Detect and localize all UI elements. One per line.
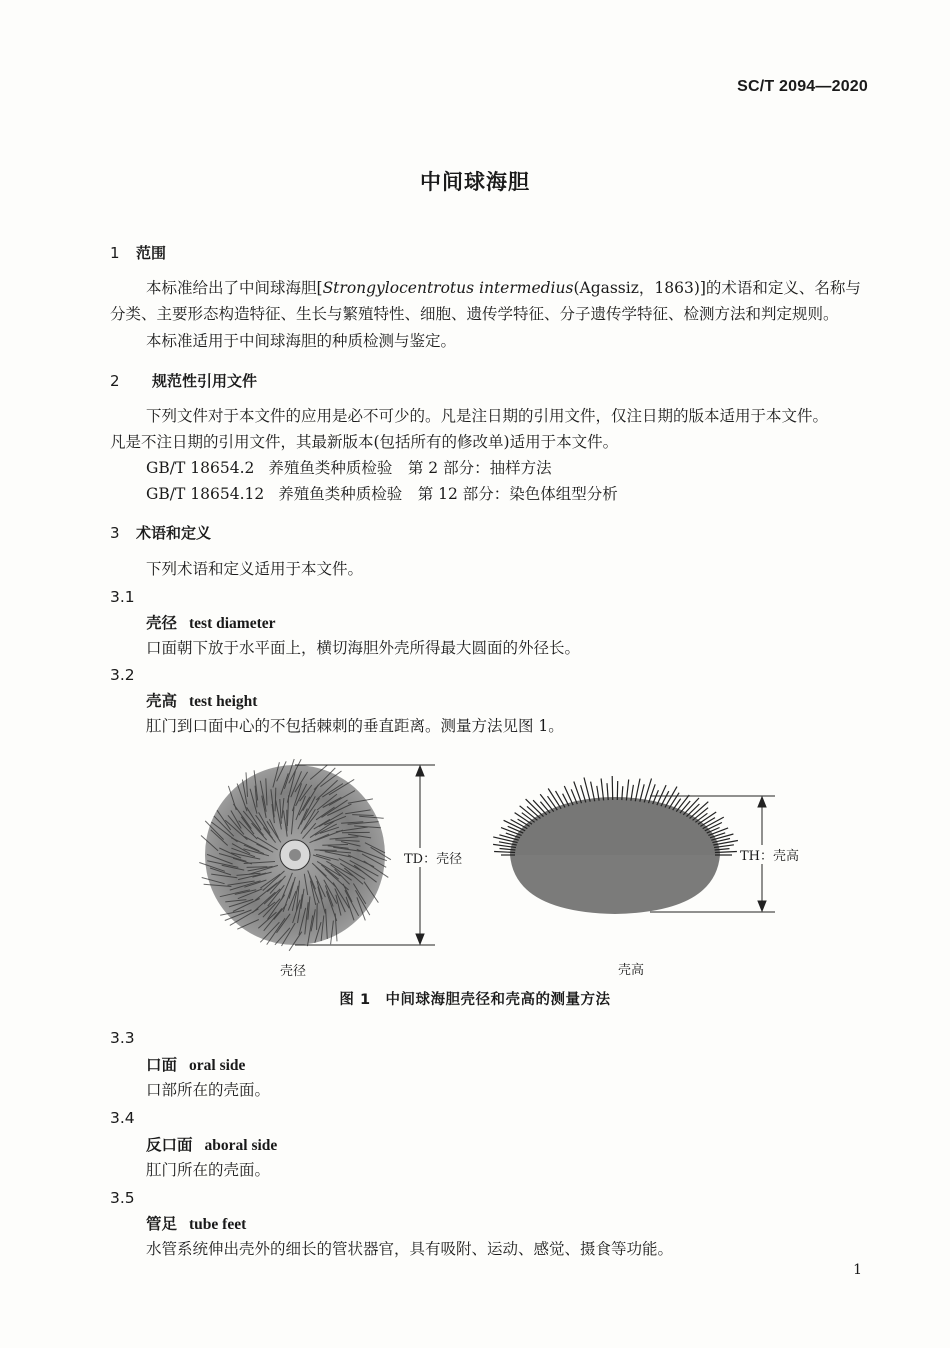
term-definition: 肛门到口面中心的不包括棘刺的垂直距离。测量方法见图 1。 (146, 717, 564, 735)
section-number: 2 (110, 372, 120, 390)
section-2-paragraph-1: 下列文件对于本文件的应用是必不可少的。凡是注日期的引用文件，仅注日期的版本适用于本文件。 (146, 407, 829, 425)
figure-1 (180, 752, 820, 988)
left-subcaption: 壳径 (280, 964, 307, 979)
right-subcaption: 壳高 (618, 963, 645, 978)
reference-code: GB/T 18654.2 (146, 459, 255, 477)
term-number: 3.2 (110, 666, 135, 684)
spine-stroke (275, 788, 276, 812)
section-title: 范围 (136, 244, 167, 262)
term-heading (146, 1054, 245, 1077)
spine-stroke (695, 813, 707, 822)
text-run: 本标准给出了中间球海胆[ (146, 279, 323, 297)
term-cn: 管足 (146, 1215, 178, 1233)
section-3-intro: 下列术语和定义适用于本文件。 (146, 560, 364, 578)
section-title: 规范性引用文件 (152, 372, 258, 390)
spine-stroke (548, 796, 558, 810)
section-1-heading (110, 242, 166, 264)
section-2-paragraph-1-cont: 凡是不注日期的引用文件，其最新版本(包括所有的修改单)适用于本文件。 (110, 433, 619, 451)
term-en: oral side (189, 1057, 246, 1074)
section-3-heading (110, 522, 211, 544)
spine-stroke (591, 782, 595, 802)
page-number: 1 (853, 1262, 862, 1278)
spine-stroke (564, 786, 573, 805)
term-en: test height (189, 693, 258, 710)
term-heading (146, 690, 257, 713)
term-en: tube feet (189, 1216, 247, 1233)
section-1-paragraph-1 (146, 277, 861, 299)
section-1-paragraph-1-cont: 分类、主要形态构造特征、生长与繁殖特性、细胞、遗传学特征、分子遗传学特征、检测方法和判定规则。 (110, 305, 839, 323)
section-title: 术语和定义 (136, 524, 212, 542)
term-cn: 壳高 (146, 692, 178, 710)
section-number: 3 (110, 524, 120, 542)
urchin-side-view (493, 776, 738, 925)
term-number: 3.3 (110, 1029, 135, 1047)
reference-title: 养殖鱼类种质检验 第 2 部分：抽样方法 (268, 459, 552, 477)
spine-stroke (556, 791, 566, 808)
section-1-paragraph-2: 本标准适用于中间球海胆的种质检测与鉴定。 (146, 332, 457, 350)
section-number: 1 (110, 244, 120, 262)
spine-stroke (680, 801, 690, 813)
spine-stroke (540, 802, 550, 813)
term-heading (146, 1134, 277, 1157)
spine-stroke (612, 776, 613, 800)
spine-stroke (635, 779, 640, 802)
section-2-heading (110, 370, 257, 392)
term-number: 3.4 (110, 1109, 135, 1127)
th-label: TH：壳高 (738, 845, 801, 864)
term-heading (146, 612, 276, 635)
term-number: 3.5 (110, 1189, 135, 1207)
spine-stroke (669, 793, 679, 809)
td-label: TD：壳径 (402, 848, 464, 867)
text-run: (Agassiz，1863)]的术语和定义、名称与 (573, 279, 861, 297)
term-heading (146, 1213, 246, 1236)
spine-stroke (665, 787, 677, 808)
term-cn: 反口面 (146, 1136, 193, 1154)
spine-stroke (657, 785, 666, 805)
standard-code: SC/T 2094—2020 (737, 78, 868, 95)
spine-stroke (700, 818, 715, 827)
reference-title: 养殖鱼类种质检验 第 12 部分：染色体组型分析 (278, 485, 618, 503)
reference-item (146, 457, 552, 479)
spine-stroke (317, 903, 318, 930)
term-definition: 口部所在的壳面。 (146, 1081, 271, 1099)
reference-code: GB/T 18654.12 (146, 485, 265, 503)
term-cn: 口面 (146, 1056, 178, 1074)
document-title: 中间球海胆 (420, 170, 530, 194)
spine-stroke (601, 779, 604, 801)
spine-stroke (322, 845, 348, 846)
urchin-top-view (199, 759, 391, 951)
term-definition: 肛门所在的壳面。 (146, 1161, 271, 1179)
term-definition: 水管系统伸出壳外的细长的管状器官，具有吸附、运动、感觉、摄食等功能。 (146, 1240, 674, 1258)
spine-stroke (522, 813, 535, 823)
figure-caption: 图 1 中间球海胆壳径和壳高的测量方法 (339, 992, 611, 1008)
spine-stroke (314, 850, 336, 851)
figure-illustration (180, 752, 820, 988)
term-cn: 壳径 (146, 614, 178, 632)
term-en: aboral side (204, 1137, 278, 1154)
term-en: test diameter (189, 615, 276, 632)
term-definition: 口面朝下放于水平面上，横切海胆外壳所得最大圆面的外径长。 (146, 639, 581, 657)
spine-stroke (626, 780, 628, 801)
spine-stroke (247, 867, 268, 868)
term-number: 3.1 (110, 588, 135, 606)
reference-item (146, 483, 618, 505)
latin-name: Strongylocentrotus intermedius (322, 279, 574, 297)
